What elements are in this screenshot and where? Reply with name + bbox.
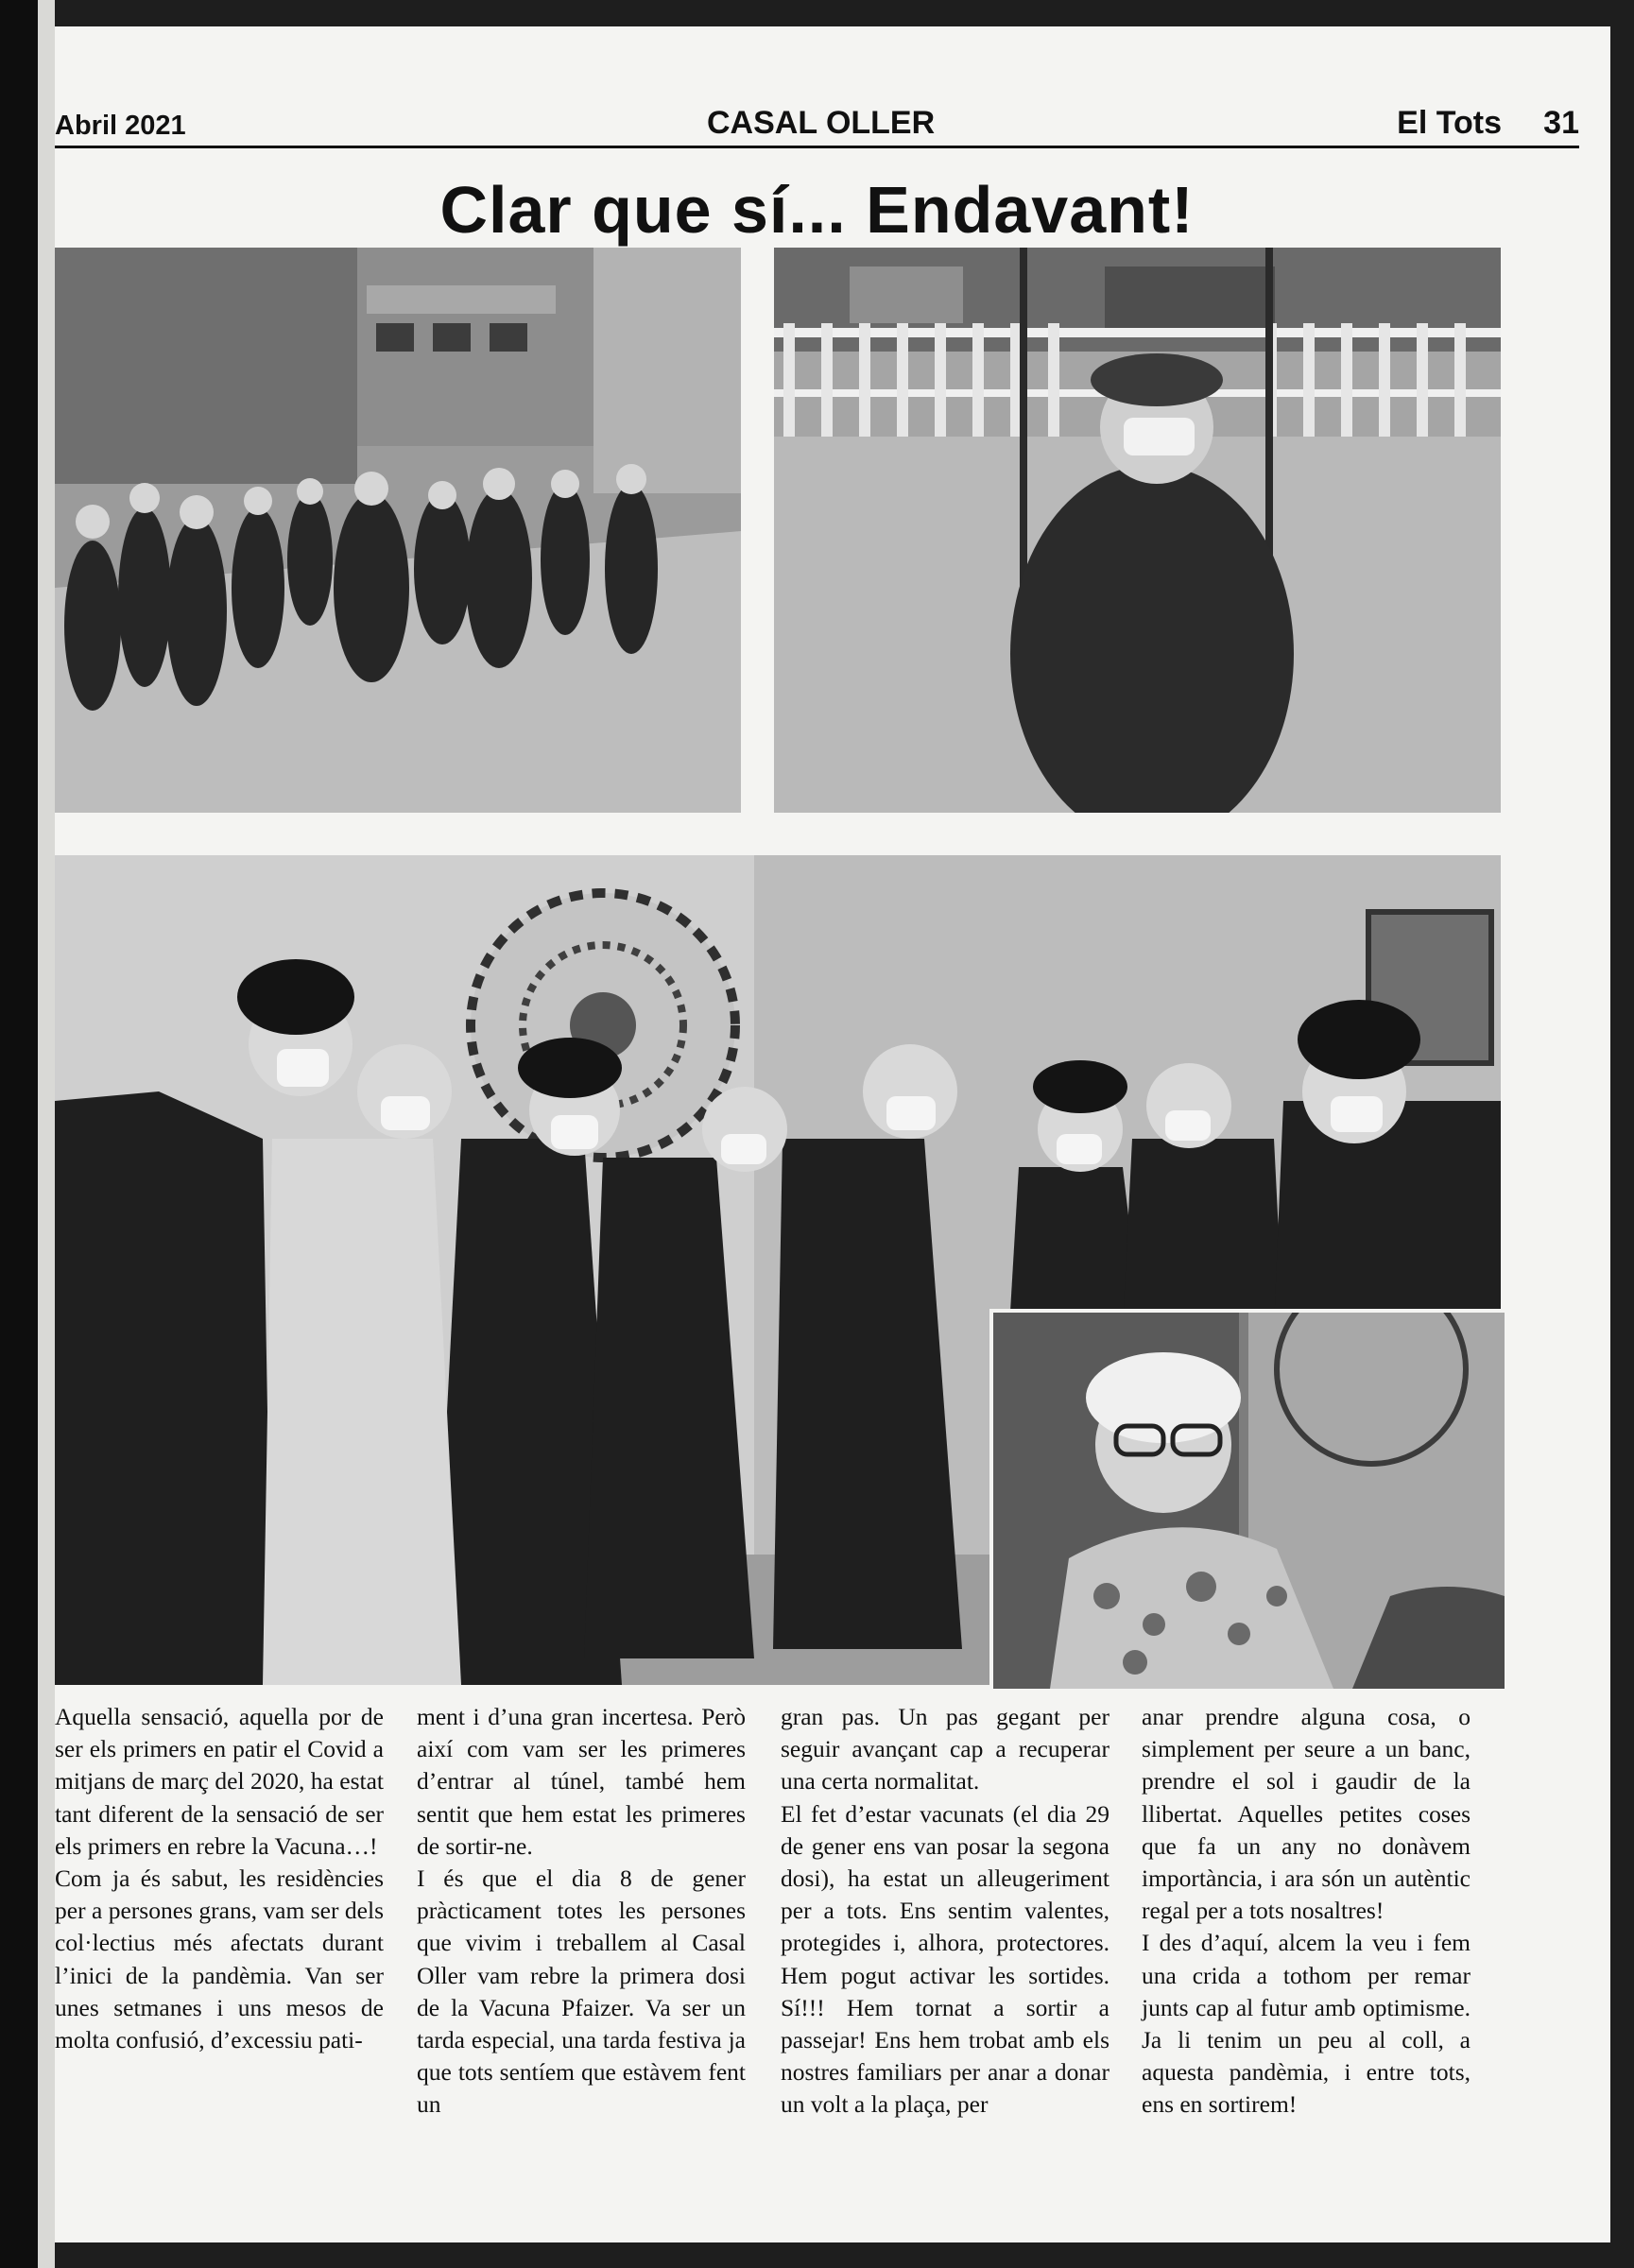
- paragraph: anar prendre alguna cosa, o simplement per seure a un banc, prendre el sol i gaudir de la llibertat. Aquelles petites coses que fa un any no donàvem importància, i ara són un autèntic regal per a tots nosaltres!: [1142, 1703, 1471, 1925]
- page-header: [55, 87, 1579, 148]
- photo-man-on-swing: [774, 248, 1501, 813]
- paragraph: I des d’aquí, alcem la veu i fem una crida a tothom per remar junts cap al futur amb optimisme. Ja li tenim un peu al coll, a aquesta pandèmia, i entre tots, ens en sortirem!: [1142, 1929, 1471, 2119]
- text-column-4: [1142, 1701, 1471, 2122]
- text-column-1: [55, 1701, 384, 2056]
- text-column-2: [417, 1701, 746, 2122]
- paragraph: Aquella sensació, aquella por de ser els primers en patir el Covid a mitjans de març del 2020, ha estat tant diferent de la sensació de ser els primers en rebre la Vacuna…!: [55, 1703, 384, 1860]
- page-number: 31: [1543, 105, 1579, 141]
- photo-woman-vaccinated: [989, 1309, 1505, 1689]
- issue-date: Abril 2021: [55, 111, 186, 141]
- paragraph: Com ja és sabut, les residències per a persones grans, vam ser dels col·lectius més afectats durant l’inici de la pandèmia. Van ser unes setmanes i uns mesos de molta confusió, d’excessiu pati-: [55, 1864, 384, 2054]
- text-column-3: [781, 1701, 1109, 2122]
- paragraph: gran pas. Un pas gegant per seguir avançant cap a recuperar una certa normalitat.: [781, 1703, 1109, 1796]
- paragraph: ment i d’una gran incertesa. Però així com vam ser les primeres d’entrar al túnel, també hem sentit que hem estat les primeres de sortir-ne.: [417, 1703, 746, 1860]
- article-body: [55, 1701, 1501, 2145]
- section-name: CASAL OLLER: [707, 105, 936, 141]
- paragraph: El fet d’estar vacunats (el dia 29 de gener ens van posar la segona dosi), ha estat un alleugeriment per a tots. Ens sentim valentes, protegides i, alhora, protectores. Hem pogut activar les sortides. Sí!!! Hem tornat a sortir a passejar! Ens hem trobat amb els nostres familiars per anar a donar un volt a la plaça, per: [781, 1799, 1109, 2119]
- photo-group-waving: [55, 248, 741, 813]
- publication-name: El Tots: [1397, 105, 1502, 141]
- scan-binding-edge: [0, 0, 55, 2268]
- paragraph: I és que el dia 8 de gener pràcticament totes les persones que vivim i treballem al Casal Oller vam rebre la primera dosi de la Vacuna Pfaizer. Va ser un tarda especial, una tarda festiva ja que tots sentíem que estàvem fent un: [417, 1864, 746, 2119]
- article-title: Clar que sí... Endavant!: [439, 173, 1195, 247]
